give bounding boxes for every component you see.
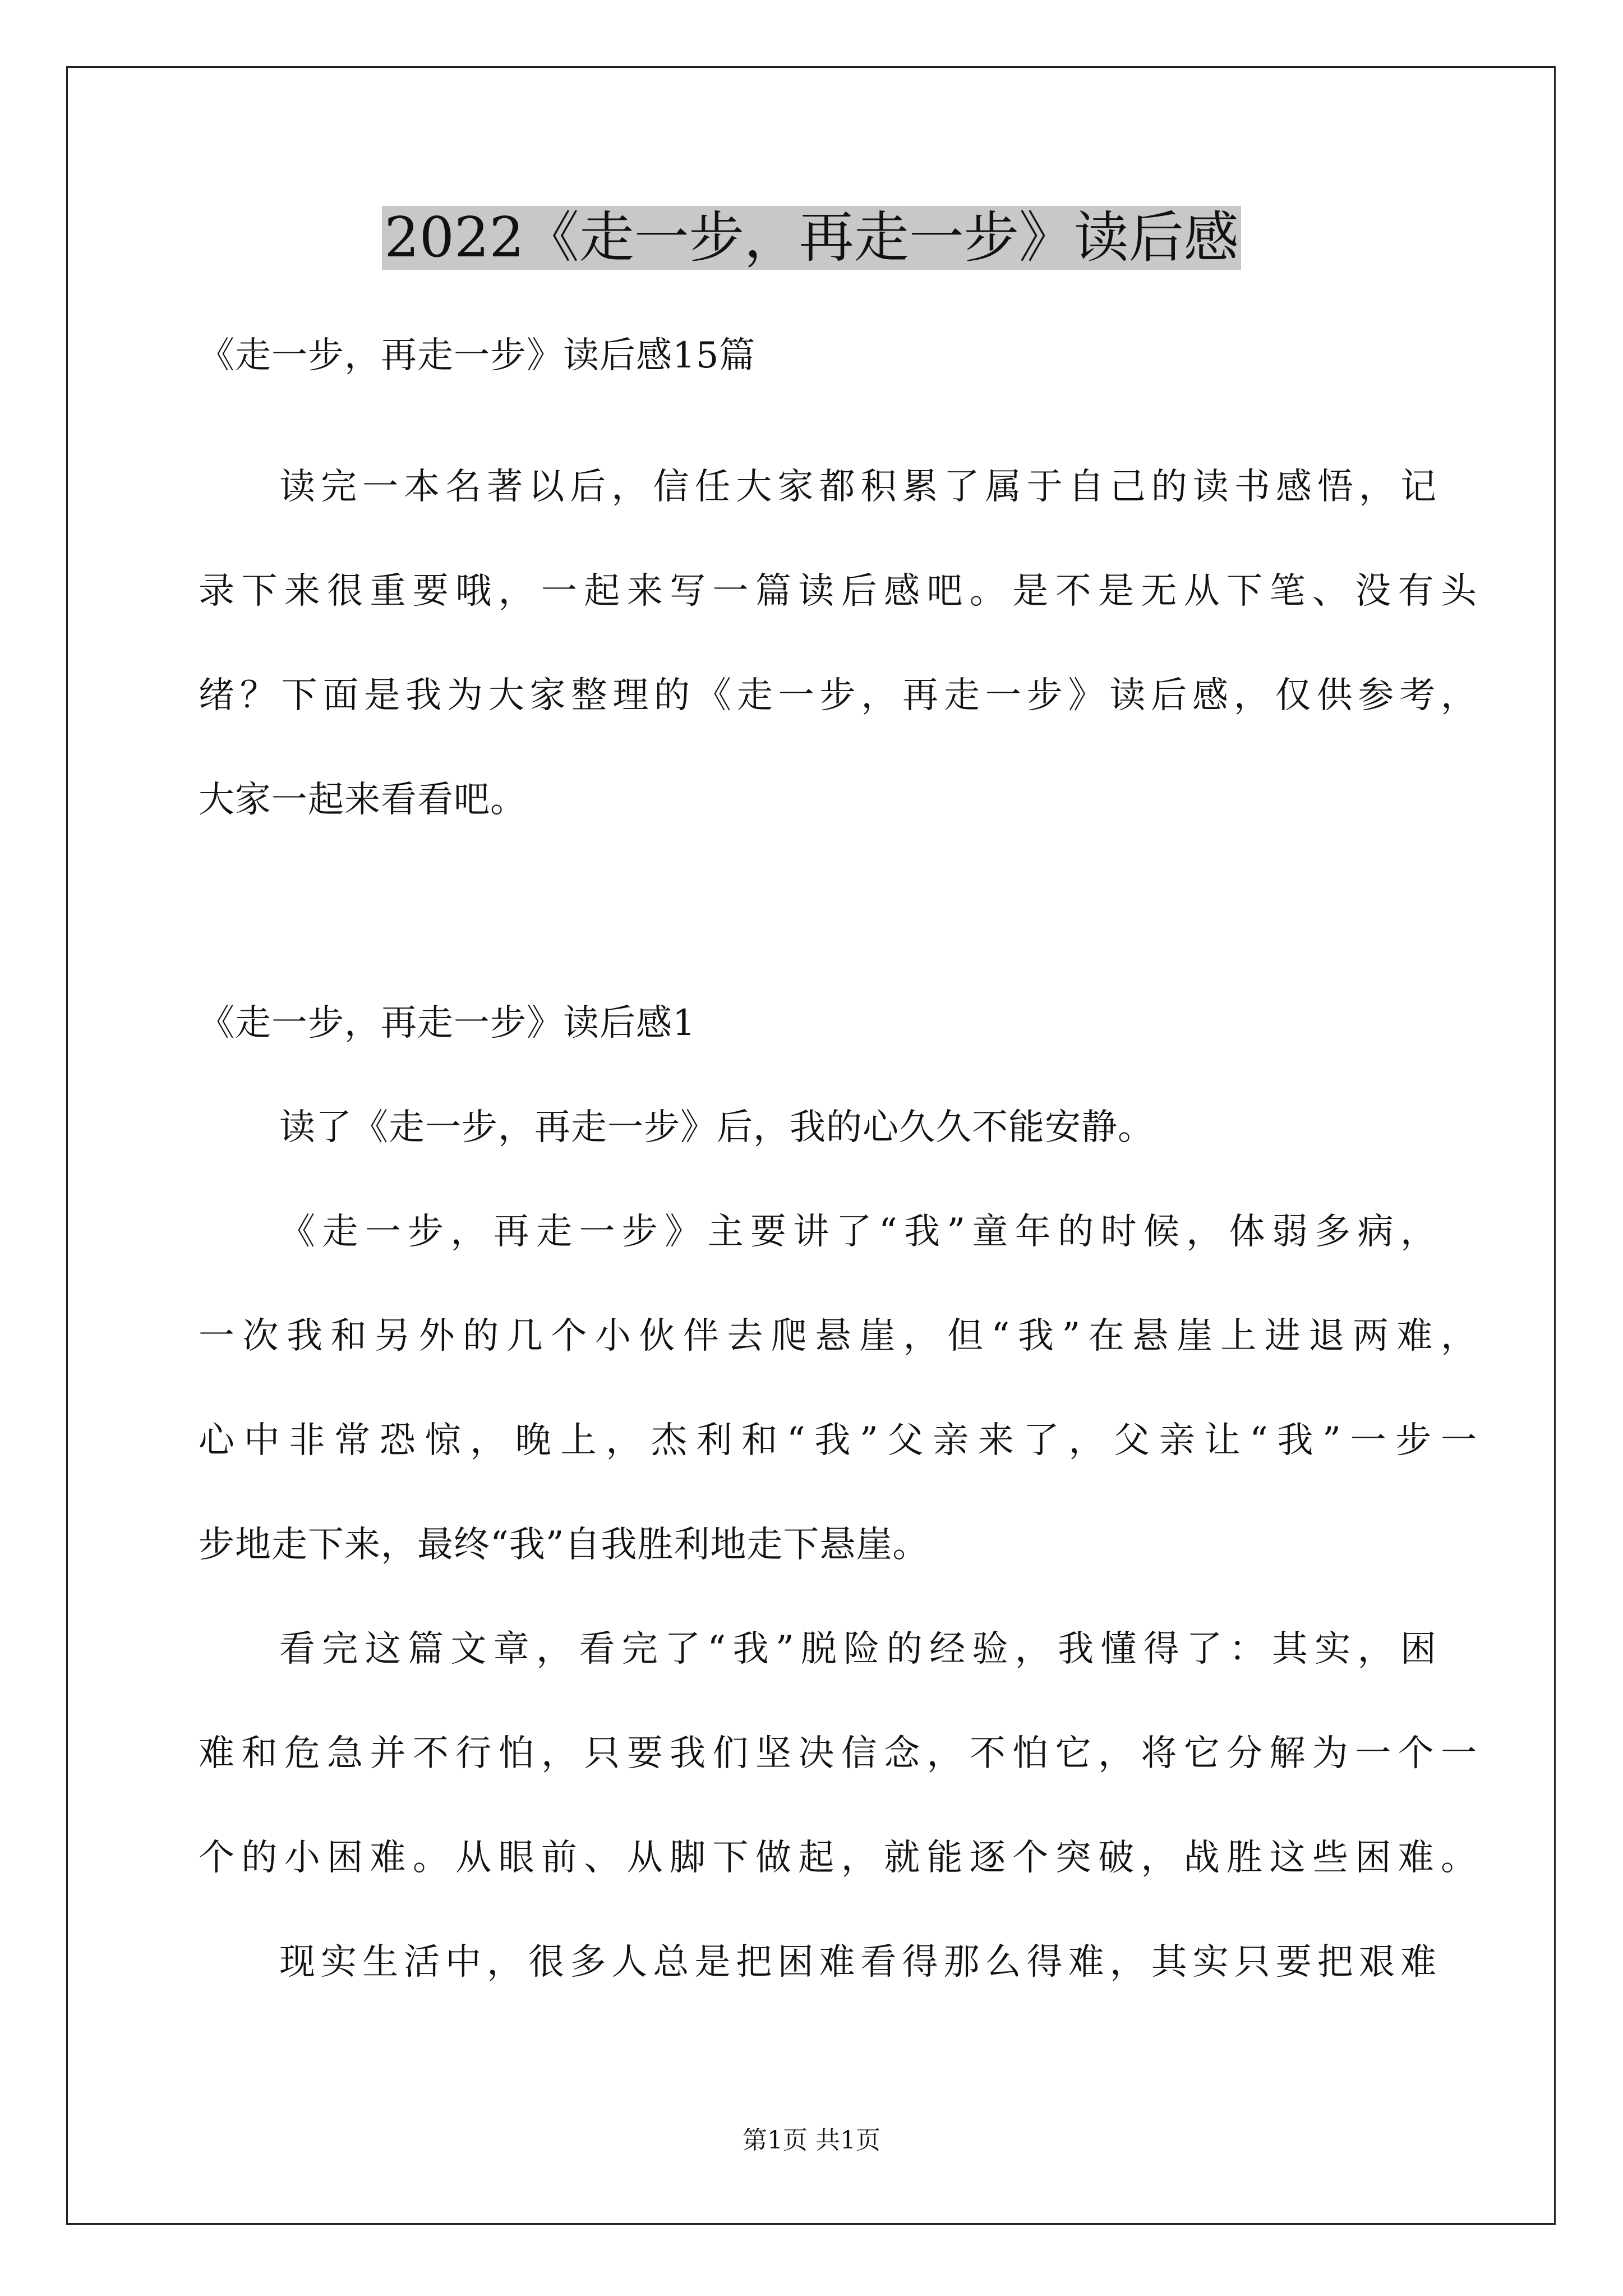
body-line-8: 个的小困难。从眼前、从脚下做起，就能逐个突破，战胜这些困难。 xyxy=(199,1837,1477,1879)
document-title-text: 2022《走一步，再走一步》读后感 xyxy=(382,206,1241,270)
document-subtitle: 《走一步，再走一步》读后感15篇 xyxy=(199,335,756,376)
body-line-4: 心中非常恐惊，晚上，杰利和“我”父亲来了，父亲让“我”一步一 xyxy=(199,1420,1477,1461)
document-title xyxy=(0,199,1623,277)
body-line-1: 读了《走一步，再走一步》后，我的心久久不能安静。 xyxy=(279,1107,1154,1148)
body-line-3: 一次我和另外的几个小伙伴去爬悬崖，但“我”在悬崖上进退两难， xyxy=(199,1315,1477,1357)
body-line-2: 《走一步，再走一步》主要讲了“我”童年的时候，体弱多病， xyxy=(279,1211,1437,1253)
intro-line-3: 绪？下面是我为大家整理的《走一步，再走一步》读后感，仅供参考， xyxy=(199,675,1477,716)
intro-line-4: 大家一起来看看吧。 xyxy=(199,779,527,821)
intro-line-2: 录下来很重要哦，一起来写一篇读后感吧。是不是无从下笔、没有头 xyxy=(199,570,1477,612)
body-line-7: 难和危急并不行怕，只要我们坚决信念，不怕它，将它分解为一个一 xyxy=(199,1733,1477,1774)
body-line-6: 看完这篇文章，看完了“我”脱险的经验，我懂得了：其实，困 xyxy=(279,1628,1437,1670)
intro-line-1: 读完一本名著以后，信任大家都积累了属于自己的读书感悟，记 xyxy=(279,466,1437,508)
page-footer: 第1页 共1页 xyxy=(743,2126,880,2155)
section-heading: 《走一步，再走一步》读后感1 xyxy=(199,1002,696,1044)
body-line-5: 步地走下来，最终“我”自我胜利地走下悬崖。 xyxy=(199,1524,929,1566)
body-line-9: 现实生活中，很多人总是把困难看得那么得难，其实只要把艰难 xyxy=(279,1941,1437,1983)
